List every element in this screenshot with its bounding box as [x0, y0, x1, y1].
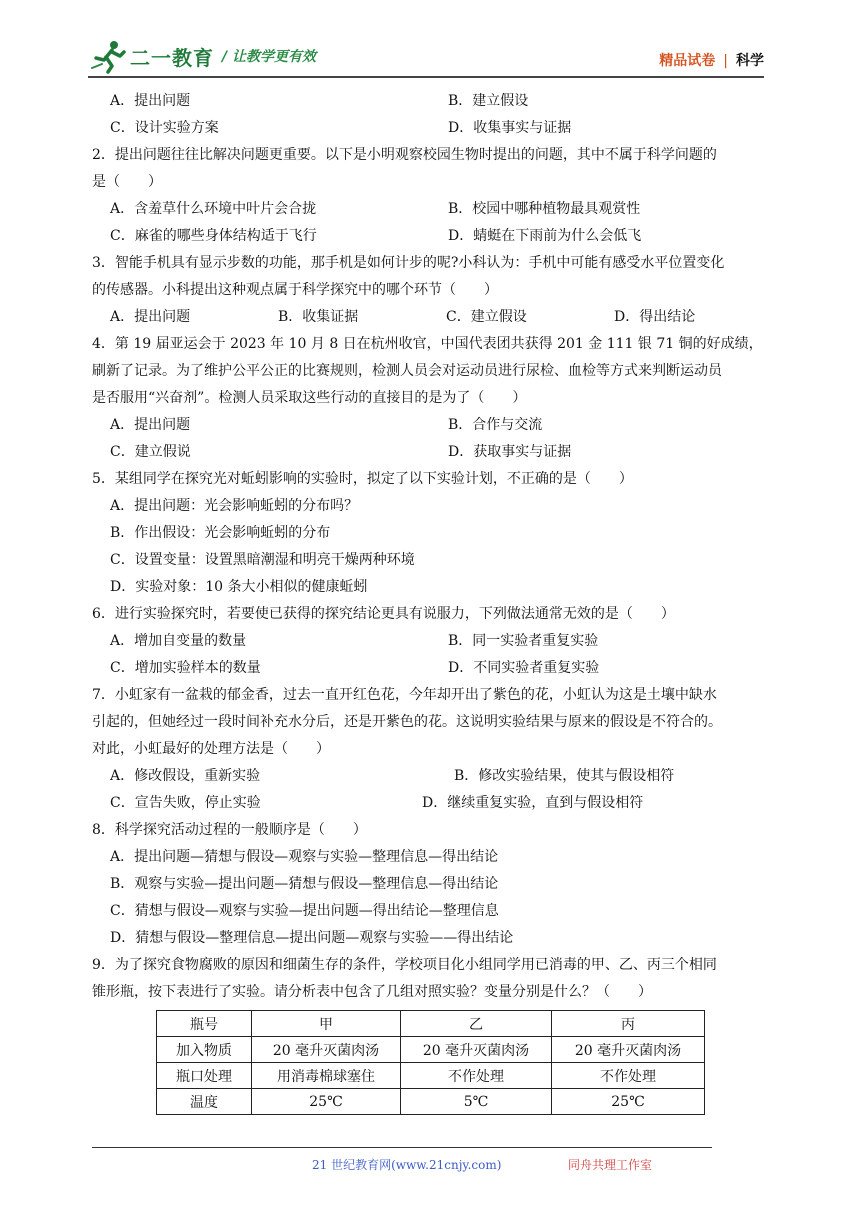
table-cell: 20 毫升灭菌肉汤: [252, 1037, 401, 1063]
option-row: [92, 871, 768, 898]
table-cell: 甲: [252, 1011, 401, 1037]
question-text: 对此，小虹最好的处理方法是（ ）: [92, 741, 330, 757]
option-row: [92, 898, 768, 925]
option: A．提出问题: [110, 93, 191, 109]
option: B．校园中哪种植物最具观赏性: [448, 201, 641, 217]
question-text: 4．第 19 届亚运会于 2023 年 10 月 8 日在杭州收官，中国代表团共获得 201 金 111 银 71 铜的好成绩，: [92, 336, 763, 352]
question-text: 引起的，但她经过一段时间补充水分后，还是开紫色的花。这说明实验结果与原来的假设是不符合的。: [92, 714, 722, 730]
question-text: 的传感器。小科提出这种观点属于科学探究中的哪个环节（ ）: [92, 282, 498, 298]
option: D．继续重复实验，直到与假设相符: [422, 795, 644, 811]
option: B．收集证据: [278, 309, 359, 325]
question-text: 6．进行实验探究时，若要使已获得的探究结论更具有说服力，下列做法通常无效的是（ ）: [92, 606, 675, 622]
option: C．建立假设: [446, 309, 527, 325]
header-right: [659, 50, 764, 70]
table-row: [157, 1037, 705, 1063]
table-row: [157, 1063, 705, 1089]
option-row: [92, 115, 768, 142]
option: B．作出假设：光会影响蚯蚓的分布: [110, 525, 331, 541]
option-row: [92, 223, 768, 250]
option: B．合作与交流: [448, 417, 543, 433]
experiment-table: [156, 1010, 705, 1115]
table-cell: 25℃: [552, 1089, 705, 1115]
option-row: [92, 196, 768, 223]
footer-divider: [92, 1147, 712, 1148]
page-header: [88, 38, 764, 78]
question-list: [92, 88, 768, 1006]
option-row: [92, 925, 768, 952]
question-text: 9．为了探究食物腐败的原因和细菌生存的条件，学校项目化小组同学用已消毒的甲、乙、丙三个相同: [92, 957, 717, 973]
option: C．麻雀的哪些身体结构适于飞行: [110, 228, 317, 244]
table-cell: 瓶口处理: [157, 1063, 252, 1089]
question-text: 刷新了记录。为了维护公平公正的比赛规则，检测人员会对运动员进行尿检、血检等方式来判断运动员: [92, 363, 722, 379]
option-row: [92, 547, 768, 574]
option-row: [92, 520, 768, 547]
table-cell: 5℃: [401, 1089, 552, 1115]
option: B．同一实验者重复实验: [448, 633, 599, 649]
table-cell: 乙: [401, 1011, 552, 1037]
header-divider: [88, 76, 764, 78]
runner-icon: [88, 38, 128, 74]
option-row: [92, 88, 768, 115]
option-row: [92, 628, 768, 655]
option: A．提出问题：光会影响蚯蚓的分布吗？: [110, 498, 359, 514]
question-text: 是否服用“兴奋剂”。检测人员采取这些行动的直接目的是为了（ ）: [92, 390, 527, 406]
option: D．猜想与假设—整理信息—提出问题—观察与实验——得出结论: [110, 930, 514, 946]
option: D．收集事实与证据: [448, 120, 572, 136]
option-row: [92, 304, 768, 331]
option: B．修改实验结果，使其与假设相符: [454, 768, 675, 784]
question-text: 8．科学探究活动过程的一般顺序是（ ）: [92, 822, 367, 838]
table-cell: 25℃: [252, 1089, 401, 1115]
option: D．蜻蜓在下雨前为什么会低飞: [448, 228, 642, 244]
option-row: [92, 493, 768, 520]
footer-left: 21 世纪教育网(www.21cnjy.com): [312, 1158, 502, 1172]
option: A．提出问题: [110, 309, 191, 325]
option-row: [92, 844, 768, 871]
table-cell: 丙: [552, 1011, 705, 1037]
option: A．含羞草什么环境中叶片会合拢: [110, 201, 317, 217]
question-text: 5．某组同学在探究光对蚯蚓影响的实验时，拟定了以下实验计划，不正确的是（ ）: [92, 471, 633, 487]
table-cell: 用消毒棉球塞住: [252, 1063, 401, 1089]
option: C．增加实验样本的数量: [110, 660, 261, 676]
subject-label: 科学: [736, 53, 764, 69]
logo: [88, 38, 316, 74]
option: C．猜想与假设—观察与实验—提出问题—得出结论—整理信息: [110, 903, 499, 919]
option: A．修改假设，重新实验: [110, 768, 261, 784]
option-row: [92, 763, 768, 790]
option: D．不同实验者重复实验: [448, 660, 600, 676]
option: D．得出结论: [614, 309, 696, 325]
question-text: 2．提出问题往往比解决问题更重要。以下是小明观察校园生物时提出的问题，其中不属于科学问题的: [92, 147, 717, 163]
logo-text: 二一教育: [130, 45, 214, 70]
table-row: [157, 1089, 705, 1115]
question-text: 7．小虹家有一盆栽的郁金香，过去一直开红色花，今年却开出了紫色的花，小虹认为这是土壤中缺水: [92, 687, 717, 703]
option: A．增加自变量的数量: [110, 633, 247, 649]
option-row: [92, 655, 768, 682]
option: C．设计实验方案: [110, 120, 219, 136]
option: D．实验对象：10 条大小相似的健康蚯蚓: [110, 579, 368, 595]
option: C．宣告失败，停止实验: [110, 795, 261, 811]
option: B．观察与实验—提出问题—猜想与假设—整理信息—得出结论: [110, 876, 499, 892]
table-cell: 20 毫升灭菌肉汤: [552, 1037, 705, 1063]
question-text: 锥形瓶，按下表进行了实验。请分析表中包含了几组对照实验？变量分别是什么？（ ）: [92, 984, 652, 1000]
option: C．设置变量：设置黑暗潮湿和明亮干燥两种环境: [110, 552, 415, 568]
question-text: 是（ ）: [92, 174, 162, 190]
table-cell: 温度: [157, 1089, 252, 1115]
option-row: [92, 412, 768, 439]
table-cell: 瓶号: [157, 1011, 252, 1037]
brand-label: 精品试卷: [659, 53, 716, 69]
option: D．获取事实与证据: [448, 444, 572, 460]
table-cell: 20 毫升灭菌肉汤: [401, 1037, 552, 1063]
option: A．提出问题—猜想与假设—观察与实验—整理信息—得出结论: [110, 849, 499, 865]
table-cell: 加入物质: [157, 1037, 252, 1063]
logo-slogan: / 让教学更有效: [222, 49, 316, 65]
table-cell: 不作处理: [552, 1063, 705, 1089]
footer-right: 同舟共理工作室: [568, 1158, 653, 1172]
table-row: [157, 1011, 705, 1037]
option-row: [92, 790, 768, 817]
option: B．建立假设: [448, 93, 529, 109]
table-cell: 不作处理: [401, 1063, 552, 1089]
option: A．提出问题: [110, 417, 191, 433]
header-separator: |: [723, 53, 728, 69]
option: C．建立假说: [110, 444, 191, 460]
option-row: [92, 574, 768, 601]
question-text: 3．智能手机具有显示步数的功能，那手机是如何计步的呢?小科认为：手机中可能有感受水平位置变化: [92, 255, 725, 271]
option-row: [92, 439, 768, 466]
